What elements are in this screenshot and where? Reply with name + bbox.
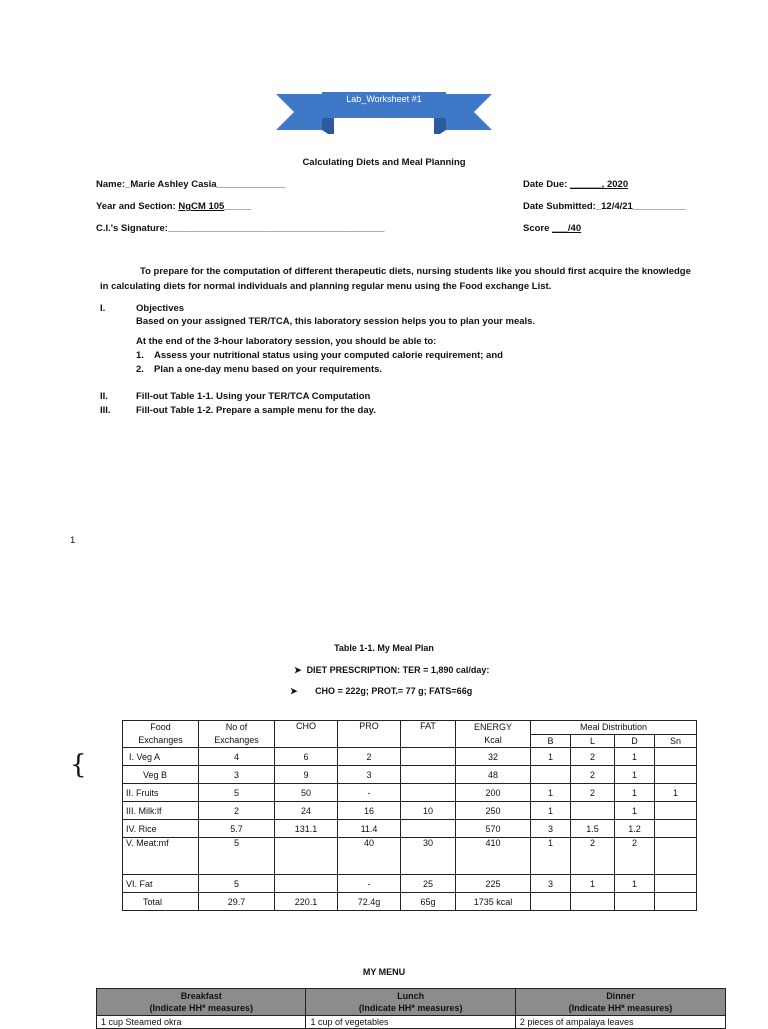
header-cho: CHO bbox=[275, 721, 338, 748]
menu-header-dinner: Dinner (Indicate HH* measures) bbox=[515, 989, 725, 1016]
table-row bbox=[123, 838, 697, 875]
cell-b bbox=[531, 766, 571, 784]
score-value: ___/40 bbox=[552, 223, 582, 234]
cell-kcal: 225 bbox=[456, 875, 531, 893]
cell-l bbox=[571, 893, 615, 911]
cell-no: 3 bbox=[199, 766, 275, 784]
section-3-number: III. bbox=[100, 405, 111, 416]
section-2-number: II. bbox=[100, 391, 108, 402]
objective-1: Assess your nutritional status using your computed calorie requirement; and bbox=[154, 350, 503, 361]
year-row bbox=[96, 201, 251, 212]
cell-l: 2 bbox=[571, 766, 615, 784]
cell-fat bbox=[401, 820, 456, 838]
menu-dinner-item: 2 pieces of ampalaya leaves bbox=[515, 1016, 725, 1029]
left-brace-icon: { bbox=[70, 750, 87, 780]
cell-pro: 11.4 bbox=[338, 820, 401, 838]
cell-b: 1 bbox=[531, 838, 571, 875]
name-label: Name: bbox=[96, 179, 126, 190]
cell-l: 1.5 bbox=[571, 820, 615, 838]
cell-pro: 72.4g bbox=[338, 893, 401, 911]
cell-kcal: 1735 kcal bbox=[456, 893, 531, 911]
cell-kcal: 48 bbox=[456, 766, 531, 784]
cell-pro: - bbox=[338, 875, 401, 893]
cell-b: 3 bbox=[531, 820, 571, 838]
cell-kcal: 410 bbox=[456, 838, 531, 875]
cell-d bbox=[615, 893, 655, 911]
banner-label: Lab_Worksheet #1 bbox=[346, 94, 422, 104]
year-value: NgCM 105 bbox=[178, 201, 225, 212]
cell-cho: 131.1 bbox=[275, 820, 338, 838]
date-due-row bbox=[523, 179, 628, 190]
cell-no: 5 bbox=[199, 784, 275, 802]
header-meal-distribution: Meal Distribution bbox=[531, 721, 697, 735]
cell-d: 1 bbox=[615, 784, 655, 802]
page-number: 1 bbox=[70, 535, 76, 546]
cell-pro: - bbox=[338, 784, 401, 802]
cell-sn bbox=[655, 748, 697, 766]
intro-text: To prepare for the computation of different therapeutic diets, nursing students like you should first acquire the knowledge in calculating diets for normal individuals and planning regular menu using the Food exchange List. bbox=[100, 266, 691, 292]
cell-b: 1 bbox=[531, 802, 571, 820]
cell-sn: 1 bbox=[655, 784, 697, 802]
menu-breakfast-item: 1 cup Steamed okra bbox=[97, 1016, 306, 1029]
header-d: D bbox=[615, 734, 655, 748]
table-row bbox=[123, 766, 697, 784]
section-1-line: Based on your assigned TER/TCA, this laboratory session helps you to plan your meals. bbox=[136, 316, 536, 327]
cell-cho: 220.1 bbox=[275, 893, 338, 911]
cell-l: 2 bbox=[571, 784, 615, 802]
cell-cho bbox=[275, 875, 338, 893]
header-fat: FAT bbox=[401, 721, 456, 748]
table1-caption: Table 1-1. My Meal Plan bbox=[334, 643, 434, 653]
year-label: Year and Section: bbox=[96, 201, 176, 212]
arrow-bullet-icon: ➤ bbox=[290, 686, 298, 696]
cell-fat bbox=[401, 766, 456, 784]
cell-no: 5.7 bbox=[199, 820, 275, 838]
cell-no: 4 bbox=[199, 748, 275, 766]
menu-header-breakfast: Breakfast (Indicate HH* measures) bbox=[97, 989, 306, 1016]
table-row bbox=[123, 893, 697, 911]
cell-food: V. Meat:mf bbox=[123, 838, 199, 875]
macro-line bbox=[290, 686, 472, 697]
cell-sn bbox=[655, 838, 697, 875]
cell-fat: 25 bbox=[401, 875, 456, 893]
cell-no: 5 bbox=[199, 875, 275, 893]
name-value: _Marie Ashley Casia_____________ bbox=[125, 179, 286, 190]
date-submitted-label: Date Submitted: bbox=[523, 201, 596, 212]
menu-lunch-item: 1 cup of vegetables bbox=[306, 1016, 515, 1029]
menu-header-row bbox=[97, 989, 726, 1016]
cell-d: 2 bbox=[615, 838, 655, 875]
cell-pro: 40 bbox=[338, 838, 401, 875]
objective-2-number: 2. bbox=[136, 364, 144, 375]
year-trail: _____ bbox=[224, 201, 251, 212]
header-sn: Sn bbox=[655, 734, 697, 748]
section-1-number: I. bbox=[100, 303, 106, 314]
page-title: Calculating Diets and Meal Planning bbox=[302, 157, 466, 168]
date-submitted-row bbox=[523, 201, 686, 212]
name-row bbox=[96, 179, 285, 190]
objective-2: Plan a one-day menu based on your requirements. bbox=[154, 364, 383, 375]
score-label: Score bbox=[523, 223, 550, 234]
cell-d: 1 bbox=[615, 748, 655, 766]
cell-d: 1 bbox=[615, 766, 655, 784]
cell-cho: 6 bbox=[275, 748, 338, 766]
cell-cho: 9 bbox=[275, 766, 338, 784]
cell-food: II. Fruits bbox=[123, 784, 199, 802]
objective-1-number: 1. bbox=[136, 350, 144, 361]
menu-row bbox=[97, 1016, 726, 1029]
cell-kcal: 570 bbox=[456, 820, 531, 838]
cell-cho: 50 bbox=[275, 784, 338, 802]
cell-l: 2 bbox=[571, 838, 615, 875]
cell-food: VI. Fat bbox=[123, 875, 199, 893]
diet-prescription: DIET PRESCRIPTION: TER = 1,890 cal/day: bbox=[306, 665, 490, 675]
cell-b: 3 bbox=[531, 875, 571, 893]
cell-no: 29.7 bbox=[199, 893, 275, 911]
header-food: Food Exchanges bbox=[123, 721, 199, 748]
cell-d: 1 bbox=[615, 875, 655, 893]
cell-d: 1.2 bbox=[615, 820, 655, 838]
cell-kcal: 250 bbox=[456, 802, 531, 820]
signature-row bbox=[96, 223, 385, 234]
cell-sn bbox=[655, 802, 697, 820]
table-row bbox=[123, 820, 697, 838]
cell-fat bbox=[401, 748, 456, 766]
cell-l bbox=[571, 802, 615, 820]
score-row bbox=[523, 223, 581, 234]
menu-header-lunch: Lunch (Indicate HH* measures) bbox=[306, 989, 515, 1016]
date-submitted-value: _12/4/21__________ bbox=[595, 201, 686, 212]
header-b: B bbox=[531, 734, 571, 748]
header-energy: ENERGY Kcal bbox=[456, 721, 531, 748]
cell-fat bbox=[401, 784, 456, 802]
cell-cho bbox=[275, 838, 338, 875]
cell-food: I. Veg A bbox=[123, 748, 199, 766]
cell-b: 1 bbox=[531, 784, 571, 802]
cell-l: 2 bbox=[571, 748, 615, 766]
date-due-value: ______, 2020 bbox=[569, 179, 629, 190]
cell-fat: 10 bbox=[401, 802, 456, 820]
cell-sn bbox=[655, 766, 697, 784]
macro-prescription: CHO = 222g; PROT.= 77 g; FATS=66g bbox=[315, 686, 473, 696]
date-due-label: Date Due: bbox=[523, 179, 568, 190]
table-row bbox=[123, 748, 697, 766]
cell-sn bbox=[655, 893, 697, 911]
table-row bbox=[123, 802, 697, 820]
cell-sn bbox=[655, 820, 697, 838]
cell-fat: 30 bbox=[401, 838, 456, 875]
cell-food: IV. Rice bbox=[123, 820, 199, 838]
table-header-row bbox=[123, 721, 697, 735]
cell-food: Veg B bbox=[123, 766, 199, 784]
cell-b bbox=[531, 893, 571, 911]
cell-cho: 24 bbox=[275, 802, 338, 820]
cell-l: 1 bbox=[571, 875, 615, 893]
arrow-bullet-icon: ➤ bbox=[294, 665, 302, 675]
cell-b: 1 bbox=[531, 748, 571, 766]
section-2: Fill-out Table 1-1. Using your TER/TCA Computation bbox=[136, 391, 371, 402]
cell-kcal: 200 bbox=[456, 784, 531, 802]
cell-kcal: 32 bbox=[456, 748, 531, 766]
menu-title: MY MENU bbox=[362, 967, 406, 977]
intro-paragraph bbox=[100, 265, 700, 294]
cell-fat: 65g bbox=[401, 893, 456, 911]
cell-d: 1 bbox=[615, 802, 655, 820]
cell-pro: 3 bbox=[338, 766, 401, 784]
header-no: No of Exchanges bbox=[199, 721, 275, 748]
cell-food: Total bbox=[123, 893, 199, 911]
cell-pro: 2 bbox=[338, 748, 401, 766]
header-l: L bbox=[571, 734, 615, 748]
cell-food: III. Milk:lf bbox=[123, 802, 199, 820]
table-row bbox=[123, 875, 697, 893]
section-3: Fill-out Table 1-2. Prepare a sample menu for the day. bbox=[136, 405, 376, 416]
cell-pro: 16 bbox=[338, 802, 401, 820]
signature-label: C.I.'s Signature: bbox=[96, 223, 168, 234]
table-row bbox=[123, 784, 697, 802]
cell-no: 5 bbox=[199, 838, 275, 875]
signature-value: _________________________________________ bbox=[167, 223, 385, 234]
cell-no: 2 bbox=[199, 802, 275, 820]
cell-sn bbox=[655, 875, 697, 893]
menu-table bbox=[96, 988, 726, 1029]
section-1-lead: At the end of the 3-hour laboratory session, you should be able to: bbox=[136, 336, 437, 347]
diet-prescription-line bbox=[294, 665, 489, 676]
meal-plan-table bbox=[122, 720, 697, 911]
header-pro: PRO bbox=[338, 721, 401, 748]
section-1-title: Objectives bbox=[136, 303, 185, 314]
